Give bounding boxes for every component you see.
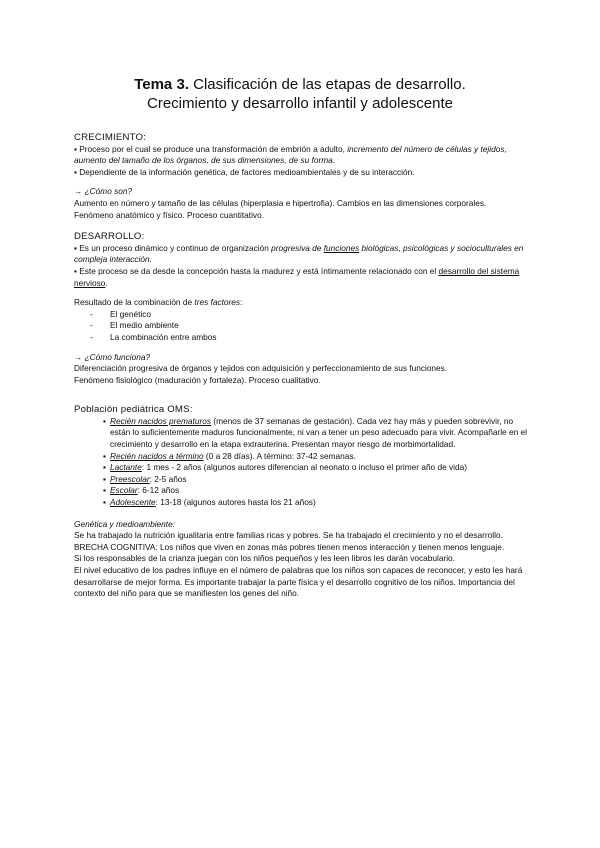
genetica-heading: Genética y medioambiente: xyxy=(74,518,176,529)
list-item: - El genético xyxy=(90,309,534,321)
desarrollo-bullet-2 xyxy=(74,266,534,289)
text-italic: progresiva de xyxy=(271,242,324,253)
term: Preescolar xyxy=(110,473,150,484)
desarrollo-question: → ¿Cómo funciona? xyxy=(74,351,151,362)
title-bold: Tema 3. xyxy=(134,76,189,93)
list-item xyxy=(103,415,534,451)
list-item: - La combinación entre ambos xyxy=(90,332,534,344)
text-italic: incremento del número de células y tejidos, aumento del tamaño de los órganos, de sus dimensiones, de su forma xyxy=(74,143,507,166)
list-item xyxy=(103,473,534,486)
list-item: - El medio ambiente xyxy=(90,320,534,332)
text: : 13-18 (algunos autores hasta los 21 años) xyxy=(155,497,316,508)
term: Escolar xyxy=(110,485,138,496)
bullet-icon: ▪ xyxy=(103,462,106,473)
term: Recién nacidos a término xyxy=(110,450,204,461)
text-italic: biológicas, psicológicas y socioculturales en compleja interacción. xyxy=(74,242,524,265)
list-item xyxy=(103,497,534,509)
crecimiento-paragraph-2: Fenómeno anatómico y físico. Proceso cuantitativo. xyxy=(74,209,265,220)
text-italic: tres factores xyxy=(194,297,241,308)
desarrollo-heading: DESARROLLO: xyxy=(74,231,145,243)
list-item xyxy=(103,450,534,463)
crecimiento-paragraph-1: Aumento en número y tamaño de las células (hiperplasia e hipertrofia). Cambios en las dimensiones corporales. xyxy=(74,197,487,208)
text-underline: desarrollo del sistema nervioso xyxy=(74,265,520,288)
desarrollo-bullet-1 xyxy=(74,243,534,266)
document-title-line2: Crecimiento y desarrollo infantil y adolescente xyxy=(147,95,453,112)
factors-list xyxy=(74,309,534,344)
text: : xyxy=(240,297,243,308)
text: ▪ Este proceso se da desde la concepción hasta la madurez y está íntimamente relacionado con el xyxy=(74,265,439,276)
text: ▪ Proceso por el cual se produce una transformación de embrión a adulto, xyxy=(74,143,348,154)
text: Resultado de la combinación de xyxy=(74,297,195,308)
bullet-icon: ▪ xyxy=(103,415,106,426)
term: Adolescente xyxy=(110,497,156,508)
bullet-icon: ▪ xyxy=(103,473,106,484)
term: Recién nacidos prematuros xyxy=(110,415,211,426)
text: ▪ Es un proceso dinámico y continuo de organización xyxy=(74,242,272,253)
genetica-paragraph-1: Se ha trabajado la nutrición igualitaria entre familias ricas y pobres. Se ha trabajado el crecimiento y no el desarrollo. xyxy=(74,530,503,541)
text: . xyxy=(105,277,108,288)
text: (0 a 28 días). A término: 37-42 semanas. xyxy=(203,450,356,461)
list-item xyxy=(103,485,534,497)
oms-list xyxy=(74,416,534,509)
text: : 1 mes - 2 años (algunos autores diferencian al neonato o incluso el primer año de vida) xyxy=(141,462,467,473)
text: . xyxy=(332,155,336,166)
oms-heading: Población pediátrica OMS: xyxy=(74,404,193,416)
document-body xyxy=(74,132,534,600)
bullet-icon: ▪ xyxy=(103,485,106,496)
desarrollo-paragraph-2: Fenómeno fisiológico (maduración y fortaleza). Proceso cualitativo. xyxy=(74,374,321,385)
crecimiento-bullet-1 xyxy=(74,144,534,167)
desarrollo-result xyxy=(74,297,534,309)
term: Lactante xyxy=(110,462,142,473)
document-title-line1 xyxy=(0,76,600,93)
genetica-paragraph-4: El nivel educativo de los padres influye en el número de palabras que los niños son capaces de reconocer, y esto les hará desarrollarse de mejor forma. Es importante trabajar la parte física y el desarrollo cognitivo de los niños. Importancia del contexto del niño para que se manifiesten los genes del niño. xyxy=(74,565,523,599)
text: : 6-12 años xyxy=(137,485,180,496)
desarrollo-paragraph-1: Diferenciación progresiva de órganos y tejidos con adquisición y perfeccionamiento de sus funciones. xyxy=(74,363,448,374)
crecimiento-bullet-2: ▪ Dependiente de la información genética, de factores medioambientales y de su interacción. xyxy=(74,166,415,177)
text: : 2-5 años xyxy=(149,473,187,484)
bullet-icon: ▪ xyxy=(103,450,106,461)
list-item xyxy=(103,462,534,474)
genetica-paragraph-3: Si los responsables de la crianza juegan con los niños pequeños y les leen libros les darán vocabulario. xyxy=(74,553,455,564)
crecimiento-question: → ¿Cómo son? xyxy=(74,186,133,197)
genetica-paragraph-2: BRECHA COGNITIVA: Los niños que viven en zonas más pobres tienen menos interacción y tienen menos lenguaje. xyxy=(74,541,505,552)
bullet-icon: ▪ xyxy=(103,497,106,508)
text-italic-underline: funciones xyxy=(323,242,360,253)
title-rest: Clasificación de las etapas de desarrollo. xyxy=(188,76,466,93)
text: (menos de 37 semanas de gestación). Cada vez hay más y pueden sobrevivir, no están lo suficientemente maduros funcionalmente, ni van a tener un peso adecuado para vivir. Acompañarle en el crecimiento y desarrollo en la etapa extrauterina. Presentan mayor riesgo de morbimortalidad. xyxy=(110,415,527,450)
crecimiento-heading: CRECIMIENTO: xyxy=(74,132,147,143)
